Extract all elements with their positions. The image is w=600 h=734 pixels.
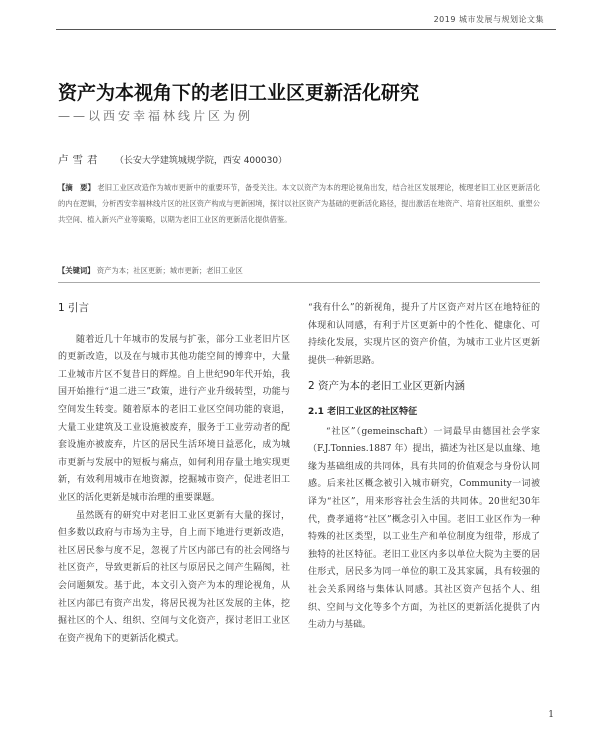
abstract [58,180,540,228]
keywords-label: 【关键词】 [58,266,95,275]
author-name: 卢雪君 [58,154,102,166]
running-head: 2019 城市发展与规划论文集 [433,15,544,24]
keywords [58,264,540,278]
subsection-heading-2-1: 2.1 老旧工业区的社区特征 [308,406,418,417]
author-affiliation: （长安大学建筑城规学院，西安 400030） [114,156,288,166]
section-heading-2: 2 资产为本的老旧工业区更新内涵 [308,380,466,393]
body-paragraph: “社区”（gemeinschaft）一词最早由德国社会学家（F.J.Tonnies.1887 年）提出，描述为社区是以血缘、地缘为基础组成的共同体，具有共同的价值观念与身份认同感。后来社区概念被引入城市研究，Community一词被译为“社区”，用来形容社会生活的共同体。20世纪30年代，费孝通将“社区”概念引入中国。老旧工业区作为一种特殊的社区类型，以工业生产和单位制度为纽带，形成了独特的社区特征。老旧工业区内多以单位大院为主要的居住形式，居民多为同一单位的职工及其家属，具有较强的社会关系网络与集体认同感。其社区资产包括个人、组织、空间与文化等多个方面，为社区的更新活化提供了内生动力与基础。 [308,426,540,631]
header-rule [56,29,556,30]
abstract-rule [58,282,540,283]
page-number: 1 [548,710,554,720]
author-line [58,152,287,167]
right-column [308,300,540,635]
left-column [58,300,290,648]
abstract-text: 老旧工业区改造作为城市更新中的重要环节，备受关注。本文以资产为本的理论视角出发，结合社区发展理论，梳理老旧工业区更新活化的内在逻辑，分析西安幸福林线片区的社区资产构成与更新困境，探讨以社区资产为基础的更新活化路径，提出激活在地资产、培育社区组织、重塑公共空间、植入新兴产业等策略，以期为老旧工业区的更新活化提供借鉴。 [58,183,540,224]
section-heading-intro: 1 引言 [58,302,90,314]
body-paragraph-continued: “我有什么”的新视角，提升了片区资产对片区在地特征的体现和认同感，有利于片区更新中的个性化、健康化、可持续化发展，实现片区的资产价值，为城市工业片区更新提供一种新思路。 [308,303,540,366]
body-paragraph: 虽然既有的研究中对老旧工业区更新有大量的探讨，但多数以政府与市场为主导，自上而下地进行更新改造，社区居民参与度不足，忽视了片区内部已有的社会网络与社区资产，导致更新后的社区与原居民之间产生隔阂，社会问题频发。基于此，本文引入资产为本的理论视角，从社区内部已有资产出发，将居民视为社区发展的主体，挖掘社区的个人、组织、空间与文化资产，探讨老旧工业区在资产视角下的更新活化模式。 [58,510,290,644]
paper-subtitle: ——以西安幸福林线片区为例 [58,109,254,123]
paper-title: 资产为本视角下的老旧工业区更新活化研究 [58,82,420,104]
abstract-label: 【摘 要】 [58,183,95,192]
keywords-text: 资产为本；社区更新；城市更新；老旧工业区 [96,266,243,275]
body-paragraph: 随着近几十年城市的发展与扩张，部分工业老旧片区的更新改造，以及在与城市其他功能空间的博弈中，大量工业城市片区不复昔日的辉煌。自上世纪90年代开始，我国开始推行“退二进三”政策，进行产业升级转型，功能与空间发生转变。随着原本的老旧工业区空间功能的衰退，大量工业建筑及工业设施被废弃，服务于工业劳动者的配套设施亦被废弃，片区的居民生活环境日益恶化，成为城市更新与发展中的短板与痛点，如何利用存量土地实现更新，有效利用城市在地资源，挖掘城市资产，促进老旧工业区的活化更新是城市治理的重要课题。 [58,334,290,503]
